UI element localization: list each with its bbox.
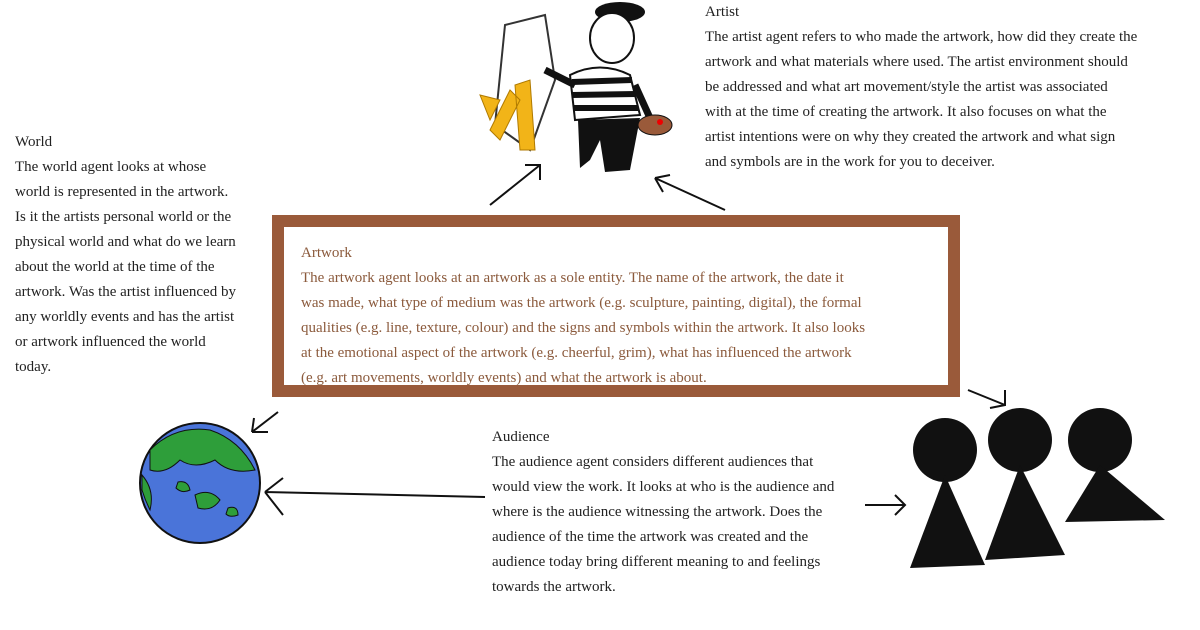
world-title: World (15, 134, 53, 150)
text-line: artwork. Was the artist influenced by (15, 284, 236, 300)
text-line: at the emotional aspect of the artwork (e.g. cheerful, grim), what has influenced the artwork (301, 345, 852, 361)
arrow-to-world (252, 412, 278, 432)
world-text (15, 130, 236, 380)
arrow-to-artist-left (490, 165, 540, 205)
text-line: physical world and what do we learn (15, 234, 236, 250)
artist-legs (578, 118, 640, 172)
arrow-to-audience (865, 495, 905, 515)
audience-title: Audience (492, 429, 550, 445)
text-line: about the world at the time of the (15, 259, 215, 275)
text-line: would view the work. It looks at who is the audience and (492, 479, 835, 495)
text-line: artwork and what materials where used. The artist environment should (705, 54, 1128, 70)
text-line: Is it the artists personal world or the (15, 209, 232, 225)
artist-illustration (480, 2, 672, 172)
text-line: world is represented in the artwork. (15, 184, 229, 200)
text-line: artist intentions were on why they created the artwork and what sign (705, 129, 1116, 145)
arrow-audience-top (968, 390, 1005, 408)
text-line: The audience agent considers different audiences that (492, 454, 814, 470)
text-line: The world agent looks at whose (15, 159, 207, 175)
text-line: and symbols are in the work for you to deceiver. (705, 154, 995, 170)
artist-head (590, 13, 634, 63)
artist-text (705, 0, 1137, 175)
text-line: towards the artwork. (492, 579, 616, 595)
palette-icon (638, 115, 672, 135)
globe-icon (140, 423, 260, 543)
artist-title: Artist (705, 4, 740, 20)
text-line: where is the audience witnessing the artwork. Does the (492, 504, 823, 520)
arrow-audience-to-world (265, 478, 485, 515)
text-line: was made, what type of medium was the artwork (e.g. sculpture, painting, digital), the formal (301, 295, 862, 311)
text-line: or artwork influenced the world (15, 334, 206, 350)
text-line: today. (15, 359, 52, 375)
text-line: (e.g. art movements, worldly events) and what the artwork is about. (301, 370, 707, 386)
artwork-box (272, 215, 960, 397)
audience-text (492, 425, 834, 600)
text-line: The artist agent refers to who made the artwork, how did they create the (705, 29, 1138, 45)
text-line: audience today bring different meaning to and feelings (492, 554, 821, 570)
text-line: audience of the time the artwork was created and the (492, 529, 809, 545)
artwork-text (301, 241, 865, 391)
text-line: with at the time of creating the artwork. It also focuses on what the (705, 104, 1107, 120)
arrow-to-artist-right (655, 175, 725, 210)
artwork-title: Artwork (301, 245, 352, 261)
text-line: any worldly events and has the artist (15, 309, 235, 325)
text-line: The artwork agent looks at an artwork as a sole entity. The name of the artwork, the date it (301, 270, 844, 286)
audience-people-icon (910, 408, 1165, 568)
text-line: be addressed and what art movement/style the artist was associated (705, 79, 1108, 95)
text-line: qualities (e.g. line, texture, colour) and the signs and symbols within the artwork. It also looks (301, 320, 866, 336)
